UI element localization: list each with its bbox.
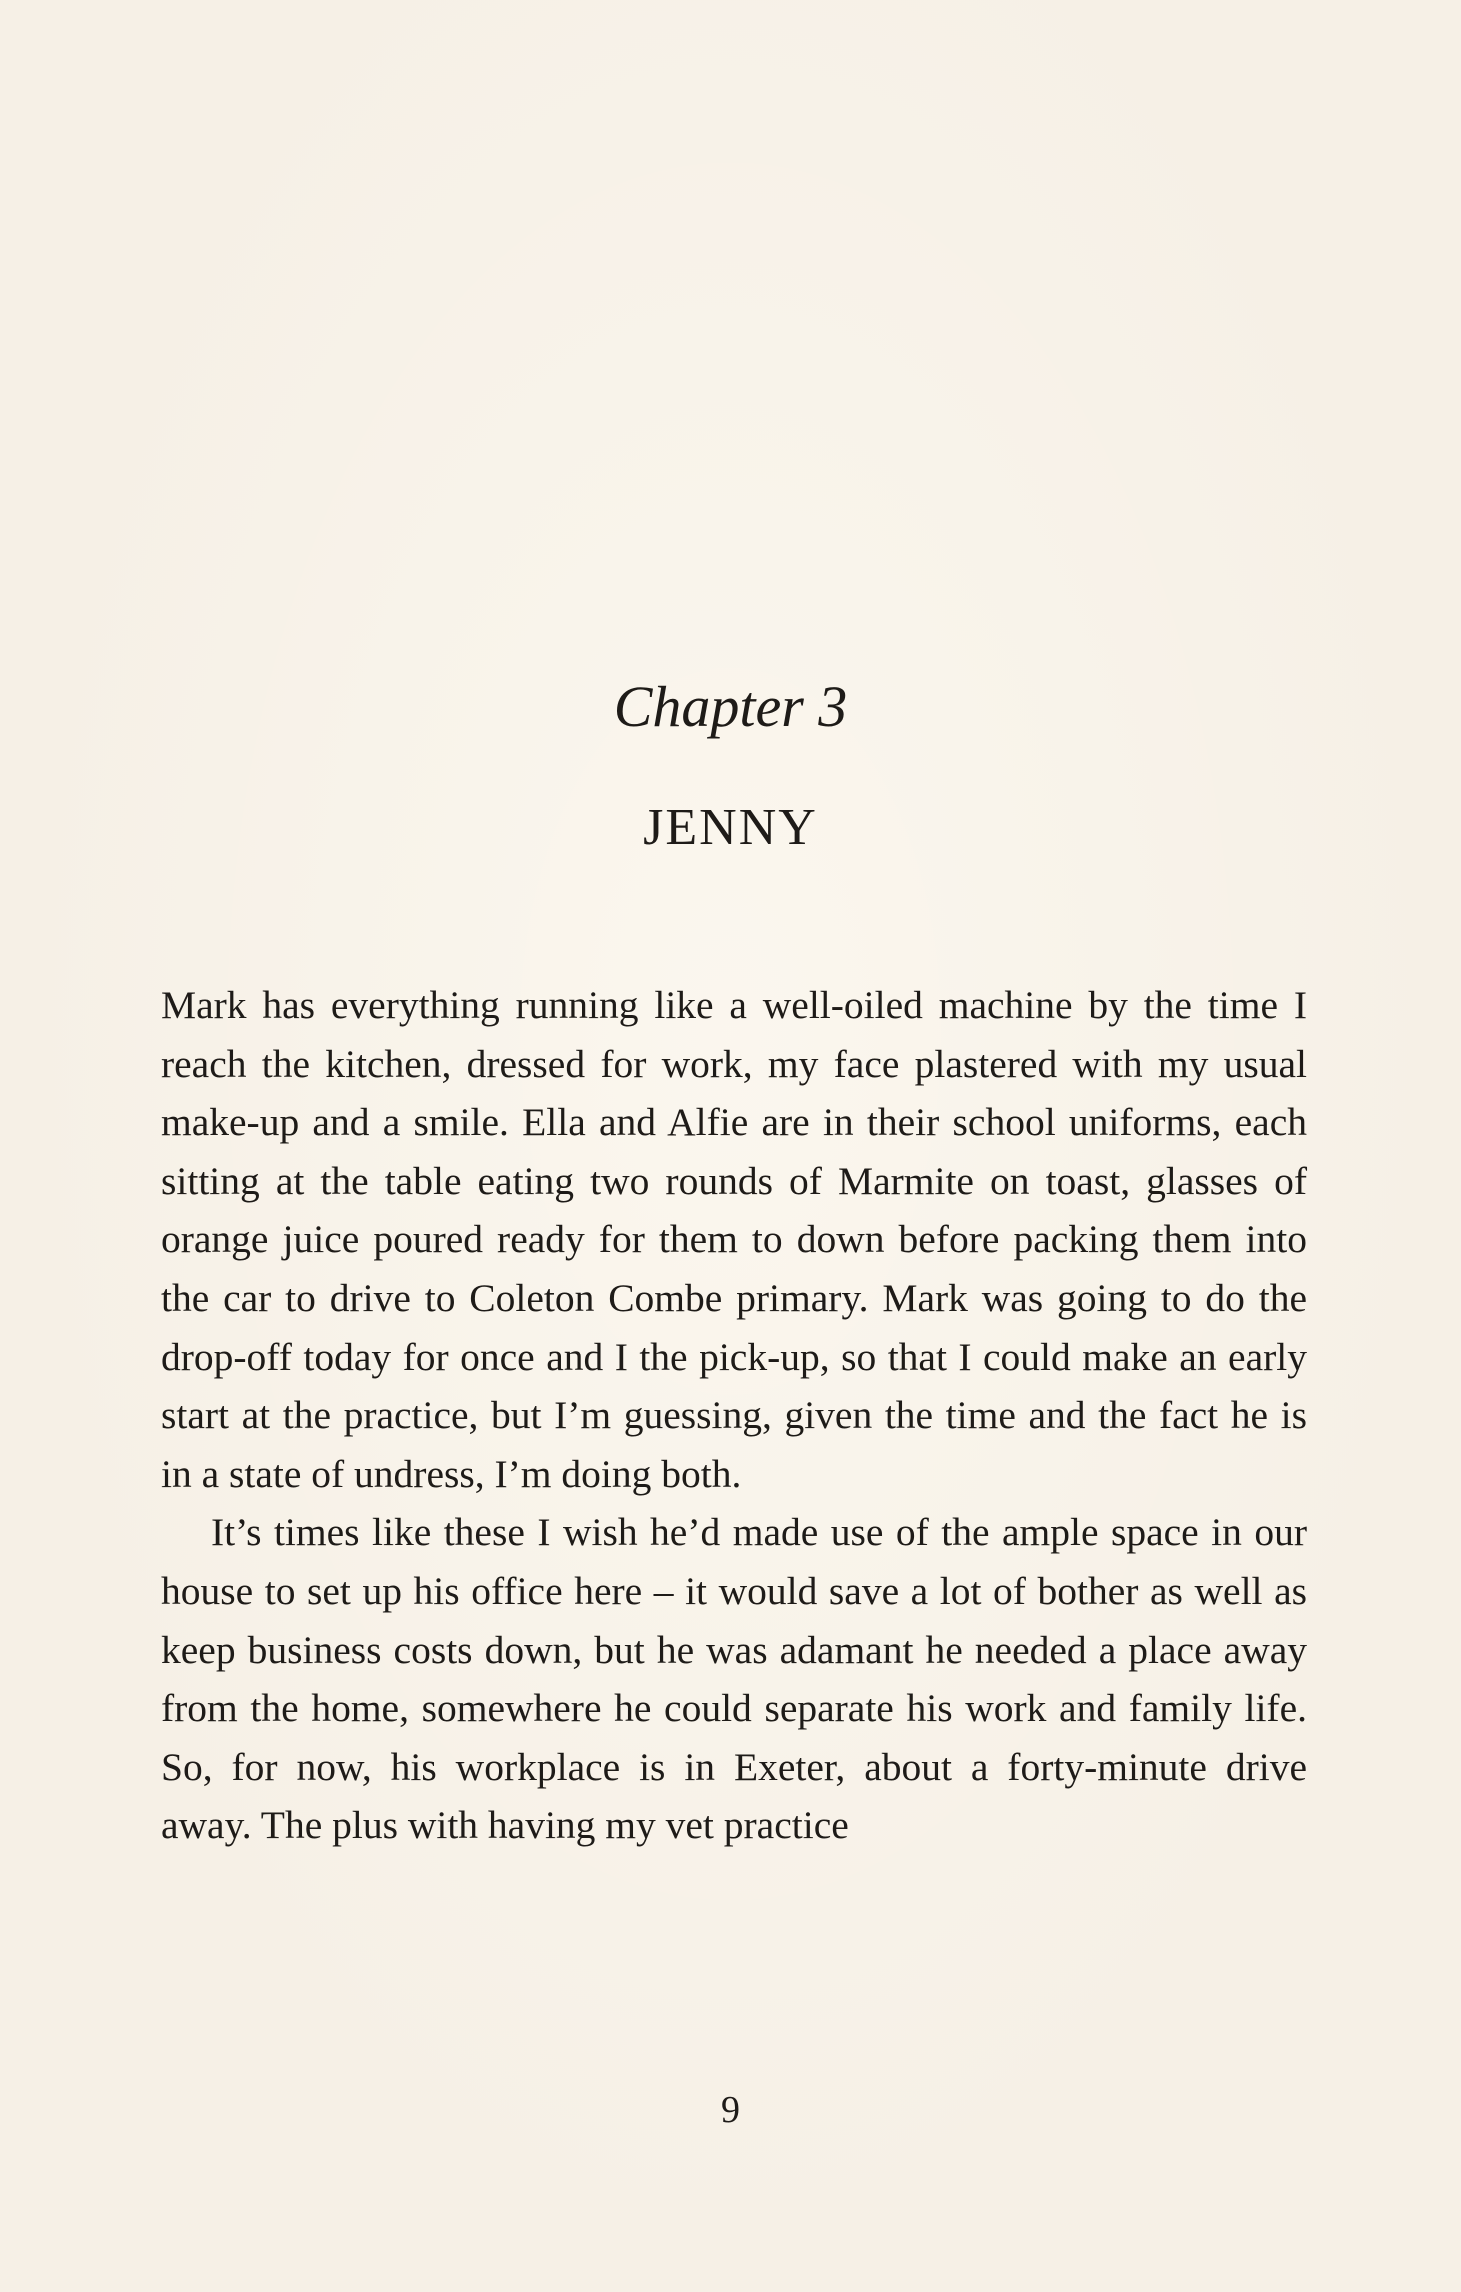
chapter-title: Chapter 3 — [613, 674, 848, 739]
paragraph: It’s times like these I wish he’d made use of the ample space in our house to set up his office here – it would save a lot of bother as well as keep business costs down, but he was adamant he needed a place away from the home, somewhere he could separate his work and family life. So, for now, his workplace is in Exeter, about a forty-minute drive away. The plus with having my vet practice — [161, 1510, 1307, 1848]
page-number: 9 — [721, 2089, 740, 2131]
chapter-narrator: JENNY — [643, 799, 818, 856]
paragraph: Mark has everything running like a well-oiled machine by the time I reach the kitchen, dressed for work, my face plastered with my usual make-up and a smile. Ella and Alfie are in their school uniforms, each sitting at the table eating two rounds of Marmite on toast, glasses of orange juice poured ready for them to down before packing them into the car to drive to Coleton Combe primary. Mark was going to do the drop-off today for once and I the pick-up, so that I could make an early start at the practice, but I’m guessing, given the time and the fact he is in a state of undress, I’m doing both. — [161, 983, 1307, 1496]
body-text — [161, 976, 1307, 1855]
